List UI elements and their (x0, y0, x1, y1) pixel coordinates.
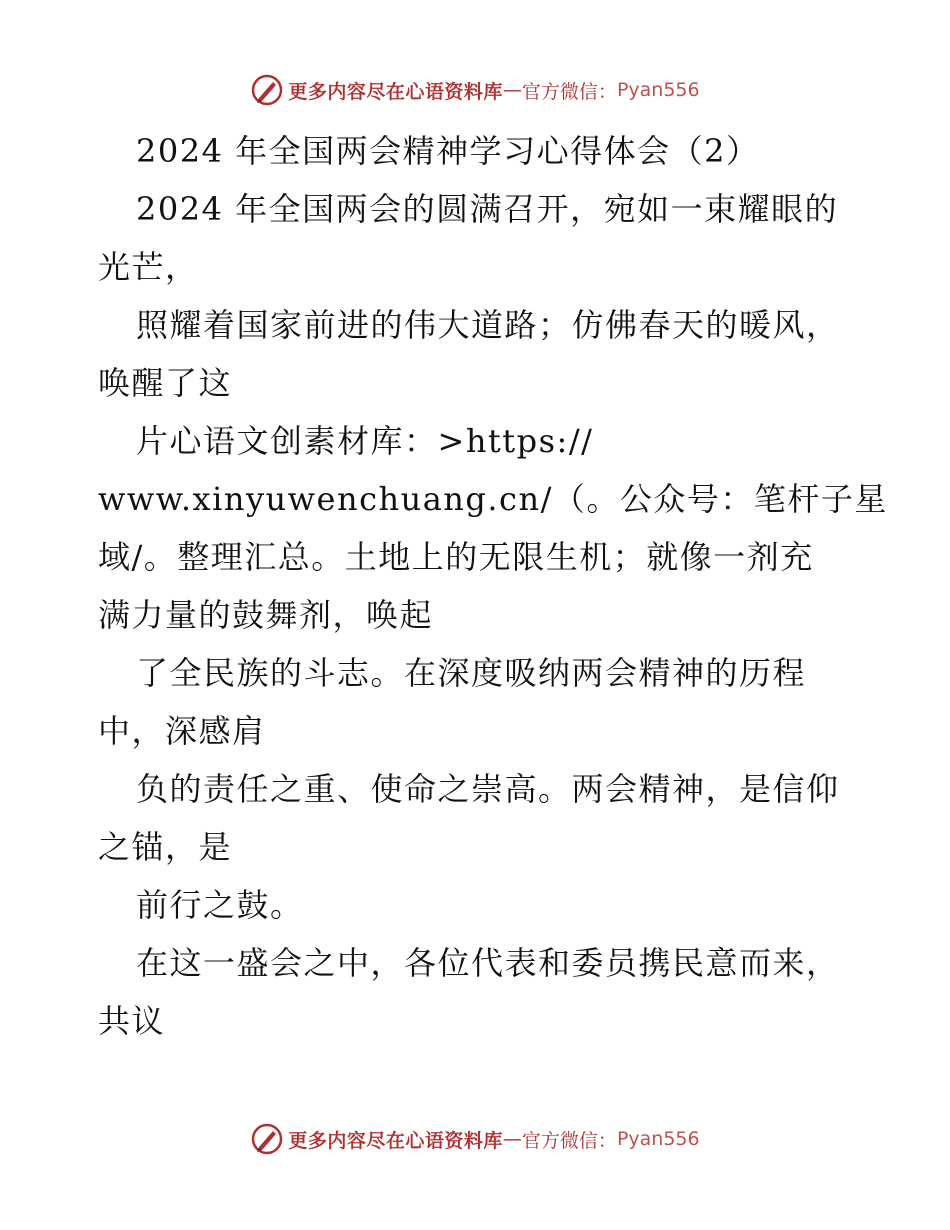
banner-dash: — (502, 1128, 522, 1150)
banner-sub-text: 官方微信： (521, 80, 617, 103)
banner-main-text: 更多内容尽在心语资料库 (288, 1129, 503, 1152)
text-line: 共议 (98, 1002, 166, 1040)
document-body (98, 122, 888, 1050)
pen-logo-icon (250, 1122, 284, 1156)
text-line: 光芒， (98, 248, 199, 286)
text-line: www.xinyuwenchuang.cn/（。公众号：笔杆子星 (98, 480, 888, 518)
text-line: 唤醒了这 (98, 364, 233, 402)
text-line: 域/。整理汇总。土地上的无限生机；就像一剂充 (98, 538, 814, 576)
text-line: 片心语文创素材库：>https:// (136, 422, 594, 460)
text-line: 照耀着国家前进的伟大道路；仿佛春天的暖风， (136, 306, 840, 344)
text-line: 在这一盛会之中，各位代表和委员携民意而来， (136, 944, 840, 982)
text-line: 之锚，是 (98, 828, 233, 866)
banner-dash: — (502, 79, 522, 101)
text-line: 了全民族的斗志。在深度吸纳两会精神的历程 (136, 654, 807, 692)
pen-logo-icon (250, 73, 284, 107)
text-line: 负的责任之重、使命之崇高。两会精神，是信仰 (136, 770, 840, 808)
header-banner (0, 70, 950, 110)
text-line: 前行之鼓。 (136, 886, 304, 924)
text-line: 2024 年全国两会的圆满召开，宛如一束耀眼的 (136, 190, 839, 228)
text-line: 中，深感肩 (98, 712, 266, 750)
text-line: 2024 年全国两会精神学习心得体会（2） (136, 132, 760, 170)
banner-sub-text: 官方微信： (521, 1129, 617, 1152)
banner-wechat-id: Pyan556 (616, 1128, 700, 1150)
footer-banner (0, 1119, 950, 1159)
text-line: 满力量的鼓舞剂，唤起 (98, 596, 434, 634)
banner-wechat-id: Pyan556 (616, 79, 700, 101)
banner-main-text: 更多内容尽在心语资料库 (288, 80, 503, 103)
